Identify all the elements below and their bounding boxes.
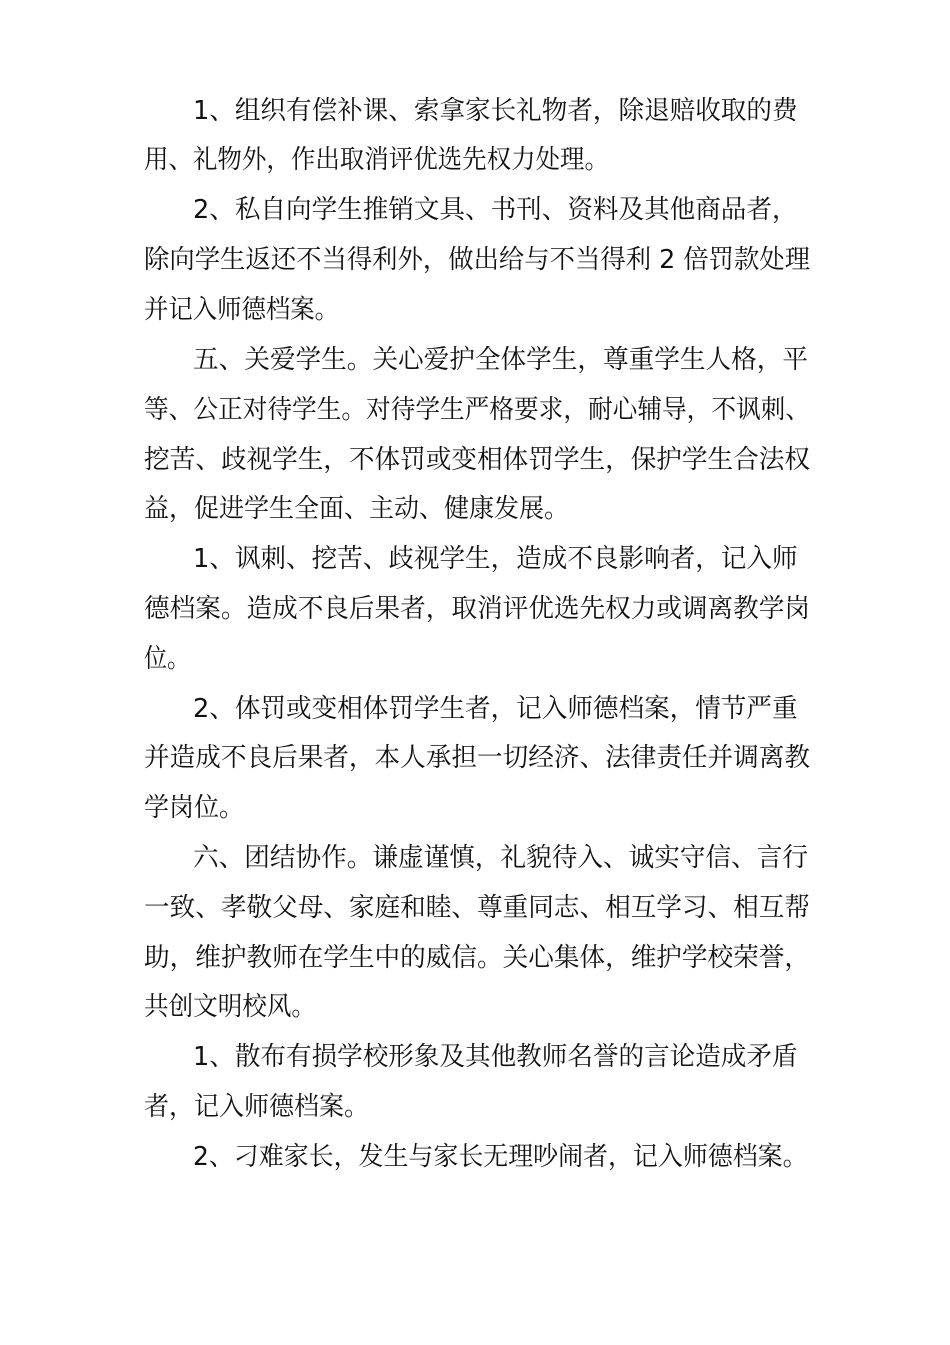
text-line: 1、组织有偿补课、索拿家长礼物者，除退赔收取的费 <box>193 96 798 126</box>
text-line: 2、刁难家长，发生与家长无理吵闹者，记入师德档案。 <box>193 1142 808 1172</box>
text-line: 挖苦、歧视学生，不体罚或变相体罚学生，保护学生合法权 <box>144 445 811 475</box>
text-line: 五、关爱学生。关心爱护全体学生，尊重学生人格，平 <box>193 345 809 375</box>
text-line: 除向学生返还不当得利外，做出给与不当得利 2 倍罚款处理 <box>144 245 811 275</box>
text-line: 等、公正对待学生。对待学生严格要求，耐心辅导，不讽刺、 <box>144 395 811 425</box>
text-line: 2、体罚或变相体罚学生者，记入师德档案，情节严重 <box>193 694 798 724</box>
text-line: 一致、孝敬父母、家庭和睦、尊重同志、相互学习、相互帮 <box>144 893 811 923</box>
text-line: 并记入师德档案。 <box>144 295 340 325</box>
text-line: 助，维护教师在学生中的威信。关心集体，维护学校荣誉， <box>144 943 811 973</box>
text-line: 德档案。造成不良后果者，取消评优选先权力或调离教学岗 <box>144 594 811 624</box>
text-line: 位。 <box>144 644 191 674</box>
text-line: 者，记入师德档案。 <box>144 1092 370 1122</box>
text-line: 共创文明校风。 <box>144 992 317 1022</box>
text-line: 1、讽刺、挖苦、歧视学生，造成不良影响者，记入师 <box>193 544 798 574</box>
text-line: 1、散布有损学校形象及其他教师名誉的言论造成矛盾 <box>193 1042 798 1072</box>
text-line: 益，促进学生全面、主动、健康发展。 <box>144 494 569 524</box>
text-line: 用、礼物外，作出取消评优选先权力处理。 <box>144 145 610 175</box>
text-line: 2、私自向学生推销文具、书刊、资料及其他商品者， <box>193 195 798 225</box>
text-line: 并造成不良后果者，本人承担一切经济、法律责任并调离教 <box>144 743 811 773</box>
text-line: 六、团结协作。谦虚谨慎，礼貌待入、诚实守信、言行 <box>193 843 809 873</box>
text-line: 学岗位。 <box>144 793 245 823</box>
